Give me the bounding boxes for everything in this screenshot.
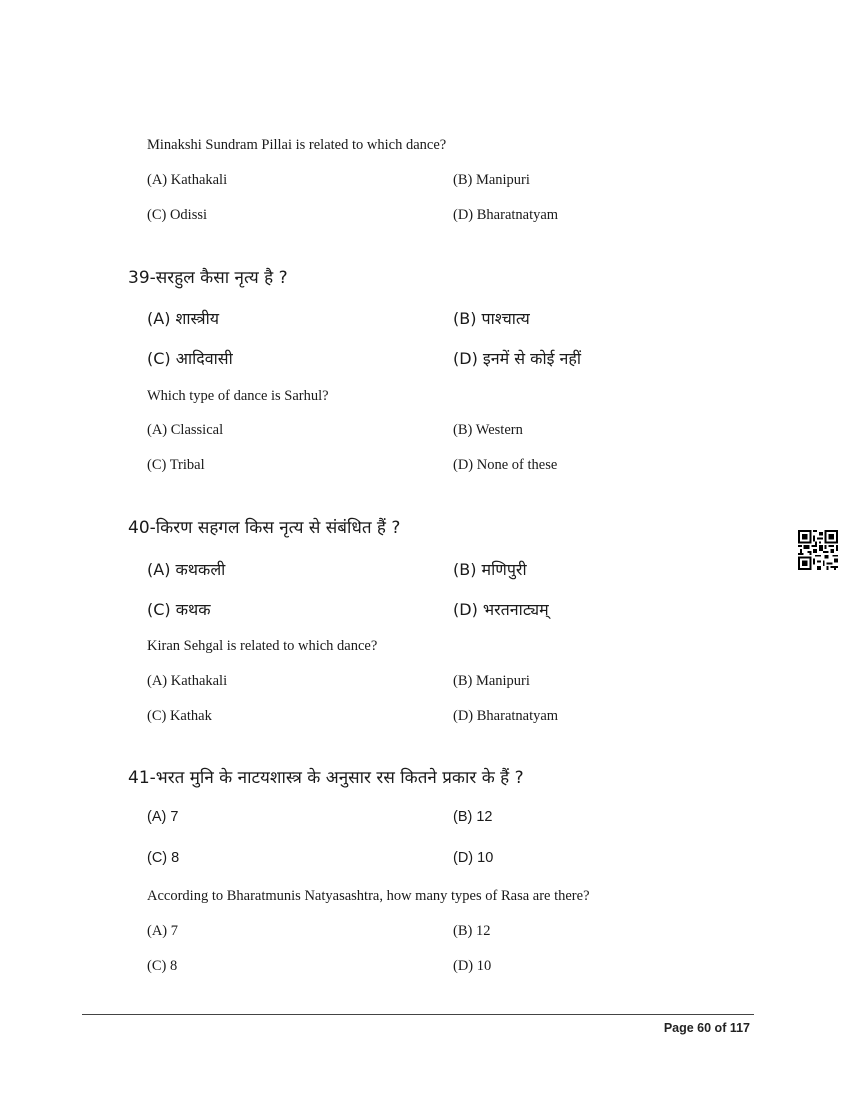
q41-question-hi: 41-भरत मुनि के नाटयशास्त्र के अनुसार रस कितने प्रकार के हैं ? bbox=[128, 768, 524, 788]
q40-option-c-en: (C) Kathak bbox=[147, 708, 212, 724]
q38-option-b-en: (B) Manipuri bbox=[453, 172, 530, 188]
q41-option-b-en: (B) 12 bbox=[453, 923, 491, 939]
q39-option-d-hi: (D) इनमें से कोई नहीं bbox=[453, 349, 582, 368]
footer-divider bbox=[82, 1014, 754, 1015]
q38-option-d-en: (D) Bharatnatyam bbox=[453, 207, 559, 223]
q41-option-c-hi: (C) 8 bbox=[147, 850, 180, 866]
q39-option-c-hi: (C) आदिवासी bbox=[147, 349, 233, 368]
q41-option-d-hi: (D) 10 bbox=[453, 850, 494, 866]
q39-option-b-en: (B) Western bbox=[453, 422, 523, 438]
q41-option-d-en: (D) 10 bbox=[453, 958, 492, 974]
q38-question-en: Minakshi Sundram Pillai is related to which dance? bbox=[147, 137, 447, 153]
q41-option-c-en: (C) 8 bbox=[147, 958, 178, 974]
q40-option-c-hi: (C) कथक bbox=[147, 600, 211, 619]
q39-option-a-en: (A) Classical bbox=[147, 422, 224, 438]
q41-option-b-hi: (B) 12 bbox=[453, 809, 493, 825]
q40-question-hi: 40-किरण सहगल किस नृत्य से संबंधित हैं ? bbox=[128, 518, 401, 538]
q40-question-en: Kiran Sehgal is related to which dance? bbox=[147, 638, 378, 654]
q40-option-b-hi: (B) मणिपुरी bbox=[453, 560, 527, 579]
q39-option-b-hi: (B) पाश्चात्य bbox=[453, 309, 530, 328]
q39-option-a-hi: (A) शास्त्रीय bbox=[147, 309, 220, 328]
q41-option-a-hi: (A) 7 bbox=[147, 809, 179, 825]
q38-option-a-en: (A) Kathakali bbox=[147, 172, 228, 188]
q40-option-a-hi: (A) कथकली bbox=[147, 560, 226, 579]
qr-code-icon bbox=[798, 530, 838, 570]
q39-question-hi: 39-सरहुल कैसा नृत्य है ? bbox=[128, 268, 288, 288]
page-number: Page 60 of 117 bbox=[663, 1021, 750, 1035]
q40-option-d-hi: (D) भरतनाट्यम् bbox=[453, 600, 549, 619]
q39-option-c-en: (C) Tribal bbox=[147, 457, 205, 473]
q41-question-en: According to Bharatmunis Natyasashtra, how many types of Rasa are there? bbox=[147, 888, 590, 904]
q39-question-en: Which type of dance is Sarhul? bbox=[147, 388, 329, 404]
q40-option-d-en: (D) Bharatnatyam bbox=[453, 708, 559, 724]
q38-option-c-en: (C) Odissi bbox=[147, 207, 208, 223]
q40-option-b-en: (B) Manipuri bbox=[453, 673, 530, 689]
q41-option-a-en: (A) 7 bbox=[147, 923, 179, 939]
q39-option-d-en: (D) None of these bbox=[453, 457, 558, 473]
q40-option-a-en: (A) Kathakali bbox=[147, 673, 228, 689]
